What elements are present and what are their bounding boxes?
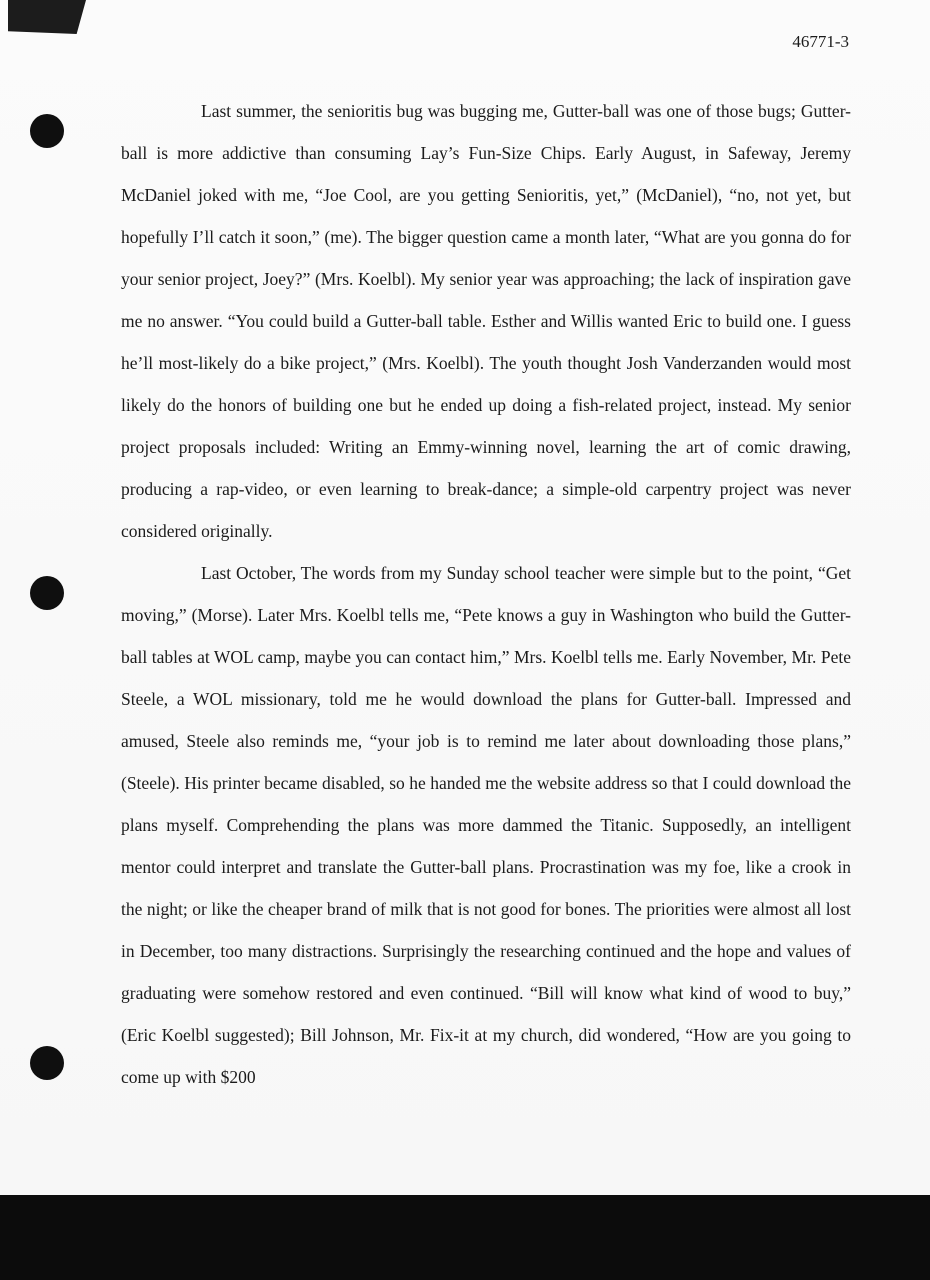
- binder-hole-top: [30, 114, 64, 148]
- binder-hole-middle: [30, 576, 64, 610]
- page-number: 46771-3: [792, 32, 849, 51]
- corner-tab-mark: [8, 0, 86, 34]
- essay-body: [121, 90, 851, 1098]
- scanner-background: [0, 1195, 930, 1280]
- paragraph-1: Last summer, the senioritis bug was bugging me, Gutter-ball was one of those bugs; Gutter-ball is more addictive than consuming Lay’s Fun-Size Chips. Early August, in Safeway, Jeremy McDaniel joked with me, “Joe Cool, are you getting Senioritis, yet,” (McDaniel), “no, not yet, but hopefully I’ll catch it soon,” (me). The bigger question came a month later, “What are you gonna do for your senior project, Joey?” (Mrs. Koelbl). My senior year was approaching; the lack of inspiration gave me no answer. “You could build a Gutter-ball table. Esther and Willis wanted Eric to build one. I guess he’ll most-likely do a bike project,” (Mrs. Koelbl). The youth thought Josh Vanderzanden would most likely do the honors of building one but he ended up doing a fish-related project, instead. My senior project proposals included: Writing an Emmy-winning novel, learning the art of comic drawing, producing a rap-video, or even learning to break-dance; a simple-old carpentry project was never considered originally.: [121, 101, 851, 541]
- binder-hole-bottom: [30, 1046, 64, 1080]
- paragraph-2: Last October, The words from my Sunday school teacher were simple but to the point, “Get moving,” (Morse). Later Mrs. Koelbl tells me, “Pete knows a guy in Washington who build the Gutter-ball tables at WOL camp, maybe you can contact him,” Mrs. Koelbl tells me. Early November, Mr. Pete Steele, a WOL missionary, told me he would download the plans for Gutter-ball. Impressed and amused, Steele also reminds me, “your job is to remind me later about downloading those plans,” (Steele). His printer became disabled, so he handed me the website address so that I could download the plans myself. Comprehending the plans was more dammed the Titanic. Supposedly, an intelligent mentor could interpret and translate the Gutter-ball plans. Procrastination was my foe, like a crook in the night; or like the cheaper brand of milk that is not good for bones. The priorities were almost all lost in December, too many distractions. Surprisingly the researching continued and the hope and values of graduating were somehow restored and even continued. “Bill will know what kind of wood to buy,” (Eric Koelbl suggested); Bill Johnson, Mr. Fix-it at my church, did wondered, “How are you going to come up with $200: [121, 563, 851, 1087]
